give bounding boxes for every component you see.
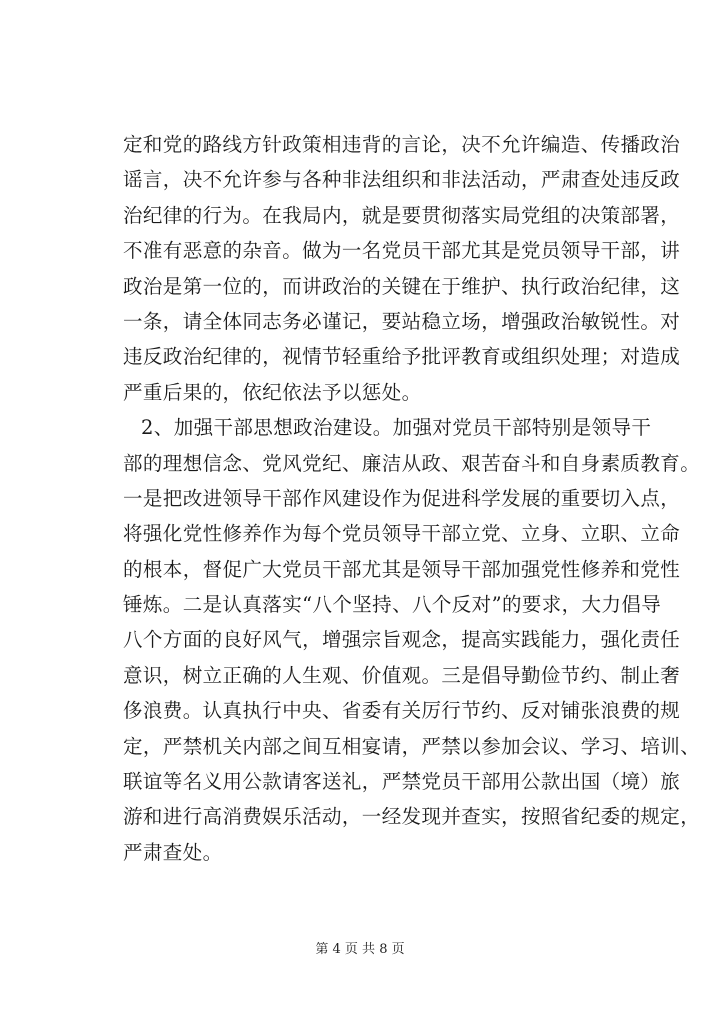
text-line: 严肃查处。 [123,840,223,864]
page-number-footer: 第 4 页 共 8 页 [315,942,405,957]
paragraph-1 [123,127,681,410]
text-line: 的根本，督促广大党员干部尤其是领导干部加强党性修养和党性 [123,557,681,581]
text-line: 严重后果的，依纪依法予以惩处。 [123,380,422,404]
text-line: 意识，树立正确的人生观、价值观。三是倡导勤俭节约、制止奢 [123,663,681,687]
paragraph-2 [123,410,701,870]
text-line: 定，严禁机关内部之间互相宴请，严禁以参加会议、学习、培训、 [123,734,701,758]
text-line: 一是把改进领导干部作风建设作为促进科学发展的重要切入点， [123,486,681,510]
text-line: 部的理想信念、党风党纪、廉洁从政、艰苦奋斗和自身素质教育。 [123,451,701,475]
text-line: 将强化党性修养作为每个党员领导干部立党、立身、立职、立命 [123,522,681,546]
text-line: 侈浪费。认真执行中央、省委有关厉行节约、反对铺张浪费的规 [123,699,681,723]
text-line: 治纪律的行为。在我局内，就是要贯彻落实局党组的决策部署， [123,203,681,227]
text-line: 谣言，决不允许参与各种非法组织和非法活动，严肃查处违反政 [123,168,681,192]
text-line: 定和党的路线方针政策相违背的言论，决不允许编造、传播政治 [123,133,681,156]
text-line: 联谊等名义用公款请客送礼，严禁党员干部用公款出国（境）旅 [123,770,681,794]
text-line: 锤炼。二是认真落实“八个坚持、八个反对”的要求，大力倡导 [123,593,662,617]
text-line: 游和进行高消费娱乐活动，一经发现并查实，按照省纪委的规定， [123,805,701,829]
text-line: 政治是第一位的，而讲政治的关键在于维护、执行政治纪律，这 [123,274,681,298]
text-line: 一条，请全体同志务必谨记，要站稳立场，增强政治敏锐性。对 [123,309,681,333]
text-line: 不准有恶意的杂音。做为一名党员干部尤其是党员领导干部，讲 [123,239,681,263]
text-line: 八个方面的良好风气，增强宗旨观念，提高实践能力，强化责任 [123,628,681,652]
text-line: 2、加强干部思想政治建设。加强对党员干部特别是领导干 [141,416,652,440]
document-body [123,127,701,870]
text-line: 违反政治纪律的，视情节轻重给予批评教育或组织处理；对造成 [123,345,681,369]
